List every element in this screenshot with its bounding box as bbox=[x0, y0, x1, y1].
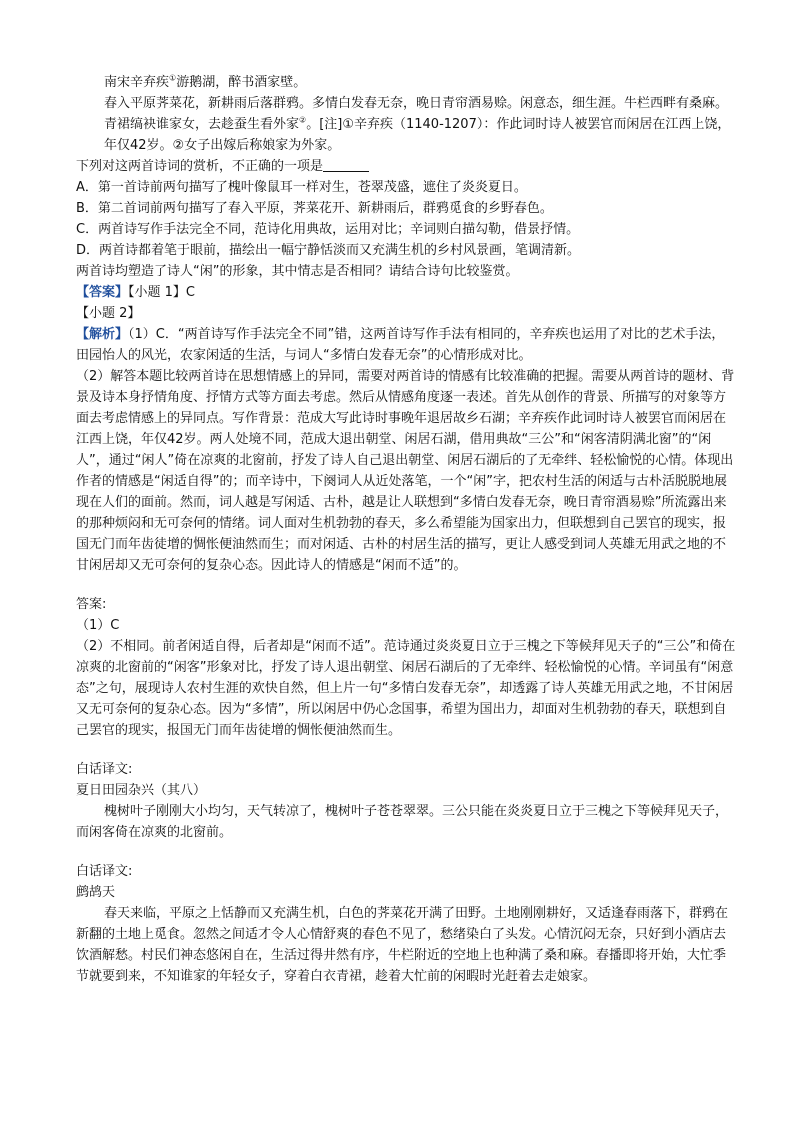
spacer bbox=[76, 843, 736, 861]
option-d: D．两首诗都着笔于眼前，描绘出一幅宁静恬淡而又充满生机的乡村风景画，笔调清新。 bbox=[76, 243, 581, 258]
question-1-stem: 下列对这两首诗词的赏析，不正确的一项是 bbox=[76, 156, 736, 177]
translation-1-text: 槐树叶子刚刚大小均匀，天气转凉了，槐树叶子苍苍翠翠。三公只能在炎炎夏日立于三槐之下等候拜见天子，而闲客倚在凉爽的北窗前。 bbox=[76, 804, 729, 840]
answer-label: 答案: bbox=[76, 597, 107, 612]
answer-line: 【答案】【小题 1】C bbox=[76, 285, 195, 300]
answer-tag: 【答案】 bbox=[76, 285, 129, 300]
question-2-stem: 两首诗均塑造了诗人“闲”的形象，其中情志是否相同？请结合诗句比较鉴赏。 bbox=[76, 264, 519, 279]
translation-2-label: 白话译文: bbox=[76, 864, 133, 879]
answer-2: （2）不相同。前者闲适自得，后者却是“闲而不适”。范诗通过炎炎夏日立于三槐之下等候拜见天子的“三公”和倚在凉爽的北窗前的“闲客”形象对比，抒发了诗人退出朝堂、闲居石湖后的了无牵绊、轻松愉悦的心情。辛词虽有“闲意态”之句，展现诗人农村生涯的欢快自然，但上片一句“多情白发春无奈”，却透露了诗人英雄无用武之地，不甘闲居又无可奈何的复杂心态。因为“多情”，所以闲居中仍心念国事，希望为国出力，却面对生机勃勃的春天，联想到自己罢官的现实，报国无门而年齿徒增的惆怅便油然而生。 bbox=[76, 639, 736, 738]
document-body bbox=[76, 72, 736, 987]
footnote-mark: ① bbox=[169, 73, 177, 83]
spacer bbox=[76, 576, 736, 594]
answer-blank bbox=[323, 158, 369, 172]
translation-2-title: 鹧鸪天 bbox=[76, 885, 116, 900]
footnote-mark: ② bbox=[299, 115, 307, 125]
answer-1: （1）C bbox=[76, 618, 120, 633]
analysis-2: （2）解答本题比较两首诗在思想情感上的异同，需要对两首诗的情感有比较准确的把握。需要从两首诗的题材、背景及诗本身抒情角度、抒情方式等方面去考虑。然后从情感角度逐一表述。首先从创作的背景、所描写的对象等方面去考虑情感上的异同点。写作背景：范成大写此诗时事晚年退居故乡石湖；辛弃疾作此词时诗人被罢官而闲居在江西上饶，年仅42岁。两人处境不同，范成大退出朝堂、闲居石湖，借用典故“三公”和“闲客清阴满北窗”的“闲人”，通过“闲人”倚在凉爽的北窗前，抒发了诗人自己退出朝堂、闲居石湖后的了无牵绊、轻松愉悦的心情。体现出作者的情感是“闲适自得”的；而辛诗中，下阕词人从近处落笔，一个“闲”字，把农村生活的闲适与古朴活脱脱地展现在人们的面前。然而，词人越是写闲适、古朴，越是让人联想到“多情白发春无奈，晚日青帘酒易赊”所流露出来的那种烦闷和无可奈何的情绪。词人面对生机勃勃的春天，多么希望能为国家出力，但联想到自己罢官的现实，报国无门而年齿徒增的惆怅便油然而生；而对闲适、古朴的村居生活的描写，更让人感受到词人英雄无用武之地的不甘闲居却又无可奈何的复杂心态。因此诗人的情感是“闲而不适”的。 bbox=[76, 369, 735, 573]
option-c: C．两首诗写作手法完全不同，范诗化用典故，运用对比；辛词则白描勾勒，借景抒情。 bbox=[76, 222, 580, 237]
analysis-1: 【解析】（1）C．“两首诗写作手法完全不同”错，这两首诗写作手法有相同的，辛弃疾也运用了对比的艺术手法，田园怡人的风光，农家闲适的生活，与词人“多情白发春无奈”的心情形成对比。 bbox=[76, 327, 725, 363]
translation-2-text: 春天来临，平原之上恬静而又充满生机，白色的荠菜花开满了田野。土地刚刚耕好，又适逢春雨落下，群鸦在新翻的土地上觅食。忽然之间适才令人心情舒爽的春色不见了，愁绪染白了头发。心情沉闷无奈，只好到小酒店去饮酒解愁。村民们神态悠闲自在，生活过得井然有序，牛栏附近的空地上也种满了桑和麻。春播即将开始，大忙季节就要到来，不知谁家的年轻女子，穿着白衣青裙，趁着大忙前的闲暇时光赶着去走娘家。 bbox=[76, 906, 729, 984]
sub-question-2: 【小题 2】 bbox=[76, 306, 141, 321]
analysis-tag: 【解析】 bbox=[76, 327, 129, 342]
spacer bbox=[76, 741, 736, 759]
poem2-title: 南宋辛弃疾①游鹅湖，醉书酒家壁。 bbox=[104, 73, 307, 90]
option-a: A．第一首诗前两句描写了槐叶像鼠耳一样对生，苍翠茂盛，遮住了炎炎夏日。 bbox=[76, 180, 527, 195]
translation-1-title: 夏日田园杂兴（其八） bbox=[76, 783, 207, 798]
translation-1-label: 白话译文: bbox=[76, 762, 133, 777]
option-b: B．第二首词前两句描写了春入平原，荠菜花开、新耕雨后，群鸦觅食的乡野春色。 bbox=[76, 201, 553, 216]
poem2-text: 春入平原荠菜花，新耕雨后落群鸦。多情白发春无奈，晚日青帘酒易赊。闲意态，细生涯。牛栏西畔有桑麻。青裙缟袂谁家女，去趁蚕生看外家②。[注]①辛弃疾（1140-1207）：作此词时诗人被罢官而闲居在江西上饶，年仅42岁。②女子出嫁后称娘家为外家。 bbox=[104, 96, 731, 153]
